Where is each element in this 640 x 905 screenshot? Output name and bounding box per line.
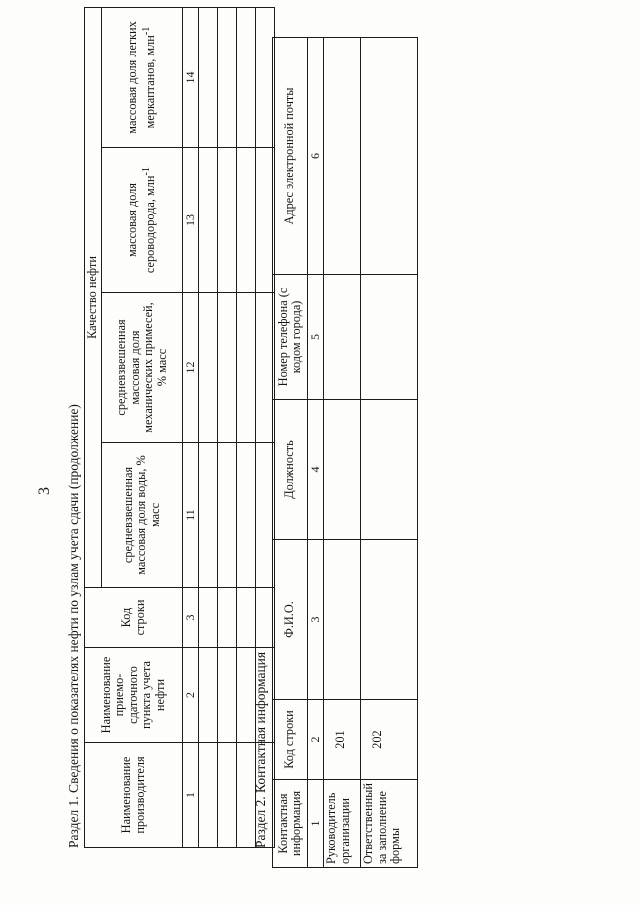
cell	[218, 443, 237, 588]
cell	[218, 293, 237, 443]
col-number: 12	[183, 293, 199, 443]
header-impurities: средневзвешенная массовая доля механических примесей, % масс	[102, 293, 183, 443]
cell	[361, 275, 418, 400]
row-label: Ответственный за заполнение формы	[361, 780, 418, 868]
cell	[199, 648, 218, 743]
col-number: 2	[183, 648, 199, 743]
section1-table	[84, 7, 275, 848]
page-number: 3	[36, 487, 53, 495]
table-row	[324, 38, 361, 868]
header-phone: Номер телефона (с кодом города)	[273, 275, 308, 400]
col-number: 3	[308, 540, 324, 700]
header-email: Адрес электронной почты	[273, 38, 308, 275]
cell	[199, 148, 218, 293]
header-code: Код строки	[273, 700, 308, 780]
cell	[361, 38, 418, 275]
header-producer: Наименование производителя	[85, 743, 183, 848]
col-number: 6	[308, 38, 324, 275]
header-mercaptans-text: массовая доля легких меркаптанов, млн	[125, 21, 158, 134]
header-fio: Ф.И.О.	[273, 540, 308, 700]
cell	[218, 7, 237, 147]
col-number: 1	[308, 780, 324, 868]
header-position: Должность	[273, 400, 308, 540]
row-code: 201	[324, 700, 361, 780]
table-row	[361, 38, 418, 868]
cell	[218, 588, 237, 648]
cell	[199, 443, 218, 588]
header-quality: Качество нефти	[85, 7, 102, 587]
cell	[324, 400, 361, 540]
cell	[324, 540, 361, 700]
cell	[199, 293, 218, 443]
header-code: Код строки	[85, 588, 183, 648]
cell	[324, 38, 361, 275]
cell	[218, 648, 237, 743]
cell	[237, 7, 256, 147]
cell	[237, 443, 256, 588]
header-point: Наименование приемо-сдаточного пункта учета нефти	[85, 648, 183, 743]
col-number: 1	[183, 743, 199, 848]
section2-table	[272, 37, 418, 868]
header-h2s	[102, 148, 183, 293]
section1-caption: Раздел 1. Сведения о показателях нефти по узлам учета сдачи (продолжение)	[66, 404, 81, 848]
cell	[218, 148, 237, 293]
column-number-row	[308, 38, 324, 868]
header-water: средневзвешенная массовая доля воды, % масс	[102, 443, 183, 588]
cell	[237, 293, 256, 443]
table-row	[218, 7, 237, 847]
row-label: Руководитель организации	[324, 780, 361, 868]
header-contact: Контактная информация	[273, 780, 308, 868]
col-number: 13	[183, 148, 199, 293]
cell	[237, 148, 256, 293]
column-number-row	[183, 7, 199, 847]
header-h2s-text: массовая доля сероводорода, млн	[125, 175, 158, 274]
col-number: 3	[183, 588, 199, 648]
table-row	[199, 7, 218, 847]
header-mercaptans	[102, 7, 183, 147]
cell	[218, 743, 237, 848]
col-number: 2	[308, 700, 324, 780]
cell	[361, 540, 418, 700]
cell	[199, 7, 218, 147]
col-number: 5	[308, 275, 324, 400]
mercaptans-unit-exponent: -1	[140, 26, 152, 36]
row-code: 202	[361, 700, 418, 780]
cell	[361, 400, 418, 540]
col-number: 11	[183, 443, 199, 588]
cell	[237, 588, 256, 648]
cell	[199, 743, 218, 848]
col-number: 14	[183, 7, 199, 147]
col-number: 4	[308, 400, 324, 540]
section2-caption: Раздел 2. Контактная информация	[253, 651, 268, 848]
cell	[199, 588, 218, 648]
cell	[324, 275, 361, 400]
h2s-unit-exponent: -1	[140, 166, 152, 176]
